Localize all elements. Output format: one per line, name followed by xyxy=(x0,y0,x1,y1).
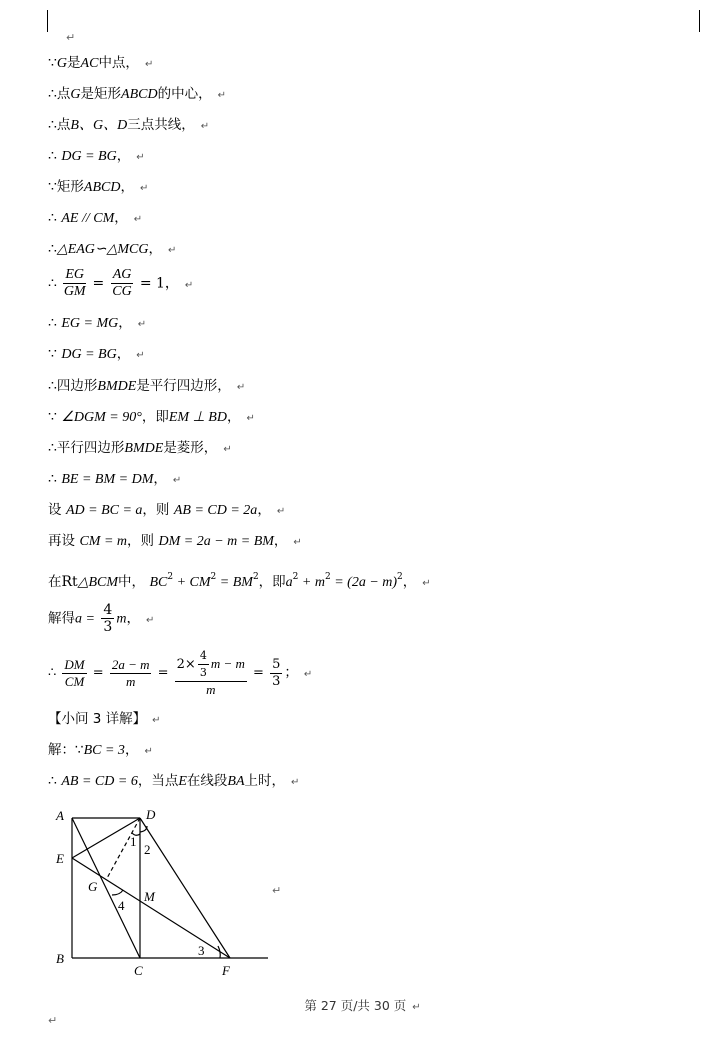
proof-line-21: 解：∵BC = 3， ↵ xyxy=(48,742,153,758)
proof-line-5: ∵矩形ABCD， ↵ xyxy=(48,179,149,195)
angle-label-4: 4 xyxy=(118,898,125,913)
angle-label-1: 1 xyxy=(130,834,137,849)
label-M: M xyxy=(144,889,155,904)
proof-line-1: ∵G是AC中点， ↵ xyxy=(48,55,154,71)
proof-line-8-fraction: ∴ $\frac{EG}{GM}$ = $\frac{AG}{CG}$ = 1， ↵ xyxy=(48,267,194,299)
page-number: 第 27 页/共 30 页 xyxy=(304,998,407,1013)
angle-arc-3 xyxy=(218,946,220,958)
crop-mark-left xyxy=(47,10,48,32)
angle-label-2: 2 xyxy=(144,842,151,857)
proof-line-11: ∴四边形BMDE是平行四边形， ↵ xyxy=(48,378,246,394)
label-E: E xyxy=(56,851,64,866)
proof-line-3: ∴点B、G、D三点共线， ↵ xyxy=(48,117,210,133)
angle-label-3: 3 xyxy=(198,943,205,958)
proof-line-10: ∵ DG = BG， ↵ xyxy=(48,346,145,362)
page-footer: 第 27 页/共 30 页 ↵ xyxy=(304,998,421,1013)
label-G: G xyxy=(88,879,98,894)
proof-line-18-solution: 解得a = $\frac{4}{3}$ m， ↵ xyxy=(48,602,155,635)
label-B: B xyxy=(56,951,64,966)
proof-line-17: 在Rt△BCM中， $BC^2 + CM^2 = BM^2$，即$a^2 + m^2 = (2a - m)^2$， ↵ xyxy=(48,572,431,590)
label-F: F xyxy=(222,963,230,978)
label-A: A xyxy=(56,808,64,823)
proof-line-6: ∴ AE // CM， ↵ xyxy=(48,210,143,226)
section-heading-q3: 【小问 3 详解】 ↵ xyxy=(48,711,161,727)
angle-arc-4 xyxy=(112,890,123,895)
proof-line-15: 设 AD = BC = a，则 AB = CD = 2a， ↵ xyxy=(48,502,286,518)
proof-line-9: ∴ EG = MG， ↵ xyxy=(48,315,147,331)
fraction-four-thirds: $\frac{4}{3}$ xyxy=(103,602,113,635)
return-mark-top: ↵ xyxy=(66,31,76,44)
return-mark-bottom: ↵ xyxy=(48,1014,58,1027)
proof-line-12: ∵ ∠DGM = 90°，即EM ⊥ BD， ↵ xyxy=(48,409,255,425)
label-C: C xyxy=(134,963,143,978)
proof-line-2: ∴点G是矩形ABCD的中心， ↵ xyxy=(48,86,226,102)
geometry-figure xyxy=(48,800,288,980)
fraction-dm-cm: $\frac{DM}{CM}$ xyxy=(64,656,85,689)
proof-line-4: ∴ DG = BG， ↵ xyxy=(48,148,145,164)
proof-line-7: ∴△EAG∽△MCG， ↵ xyxy=(48,241,177,257)
fraction-nested: 2× $\frac{4}{3}$ m − m m xyxy=(176,649,245,697)
segment-EF xyxy=(72,858,230,958)
proof-line-16: 再设 CM = m，则 DM = 2a − m = BM， ↵ xyxy=(48,533,302,549)
label-D: D xyxy=(146,807,156,822)
proof-line-13: ∴平行四边形BMDE是菱形， ↵ xyxy=(48,440,232,456)
fraction-five-thirds: $\frac{5}{3}$ xyxy=(272,656,281,689)
proof-line-14: ∴ BE = BM = DM， ↵ xyxy=(48,471,182,487)
return-mark-figure: ↵ xyxy=(272,884,282,897)
fraction-ag-cg: $\frac{AG}{CG}$ xyxy=(112,267,132,299)
proof-line-19-ratio: ∴ $\frac{DM}{CM}$ = $\frac{2a - m}{m}$ = 2× $\frac{4}{3}$ m − m m = $\frac{5}{3}$ ； ↵ xyxy=(48,649,313,697)
segment-DG xyxy=(106,818,140,880)
proof-line-22: ∴ AB = CD = 6，当点E在线段BA上时， ↵ xyxy=(48,773,300,789)
fraction-2a-m-over-m: $\frac{2a - m}{m}$ xyxy=(111,656,150,689)
crop-mark-right xyxy=(699,10,700,32)
fraction-eg-gm: $\frac{EG}{GM}$ xyxy=(63,267,86,299)
segment-DF xyxy=(140,818,230,958)
